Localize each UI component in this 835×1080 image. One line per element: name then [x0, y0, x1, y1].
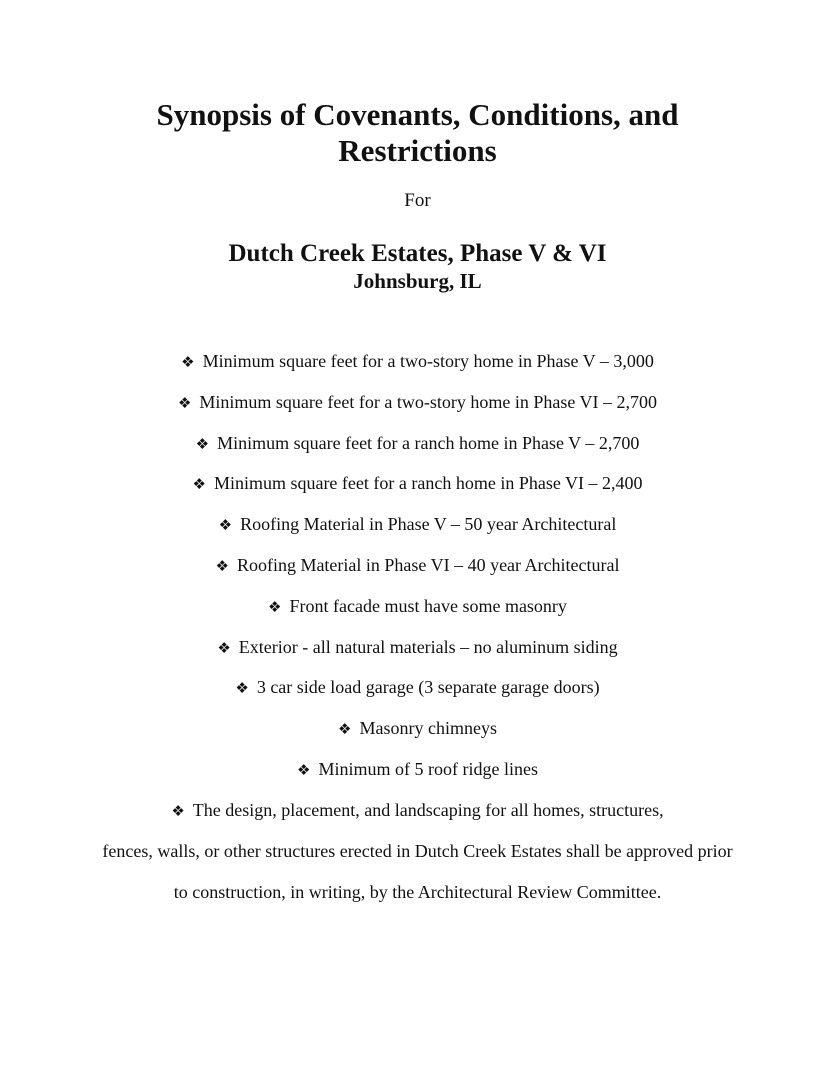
list-item: [0, 675, 835, 716]
list-item-text: Minimum square feet for a ranch home in Phase V – 2,700: [217, 432, 640, 453]
title-line-1: Synopsis of Covenants, Conditions, and: [156, 97, 679, 132]
diamond-bullet-icon: ❖: [192, 475, 206, 494]
title-line-2: Restrictions: [338, 133, 497, 168]
list-item-text: Minimum square feet for a two-story home in Phase VI – 2,700: [199, 391, 658, 412]
diamond-bullet-icon: ❖: [217, 638, 231, 657]
city-name: Johnsburg, IL: [353, 269, 482, 293]
diamond-bullet-icon: ❖: [195, 434, 210, 453]
closing-line-1: [0, 798, 835, 839]
list-item-text: Minimum square feet for a two-story home in Phase V – 3,000: [202, 351, 654, 371]
for-label: For: [404, 190, 431, 211]
list-item: [0, 431, 835, 472]
list-item-text: 3 car side load garage (3 separate garage doors): [256, 677, 600, 698]
diamond-bullet-icon: ❖: [235, 679, 249, 698]
covenant-list: [0, 349, 835, 798]
list-item: [0, 635, 835, 676]
list-item: [0, 594, 835, 635]
list-item: [0, 512, 835, 553]
diamond-bullet-icon: ❖: [338, 720, 352, 739]
closing-text-1: The design, placement, and landscaping for all homes, structures,: [192, 800, 664, 820]
closing-line-2: fences, walls, or other structures erected in Dutch Creek Estates shall be approved prior: [102, 840, 733, 861]
list-item-text: Masonry chimneys: [359, 718, 497, 739]
document-title: [0, 97, 835, 169]
estate-name: Dutch Creek Estates, Phase V & VI: [228, 240, 607, 267]
list-item: [0, 757, 835, 798]
diamond-bullet-icon: ❖: [171, 802, 185, 820]
list-item-text: Exterior - all natural materials – no aluminum siding: [238, 636, 618, 657]
closing-line-3: to construction, in writing, by the Architectural Review Committee.: [173, 881, 662, 902]
diamond-bullet-icon: ❖: [177, 393, 192, 412]
closing-paragraph: [0, 798, 835, 920]
list-item-text: Roofing Material in Phase V – 50 year Architectural: [240, 514, 617, 535]
diamond-bullet-icon: ❖: [181, 353, 195, 371]
diamond-bullet-icon: ❖: [215, 556, 229, 575]
diamond-bullet-icon: ❖: [297, 760, 311, 779]
list-item-text: Minimum square feet for a ranch home in Phase VI – 2,400: [213, 473, 643, 494]
list-item-text: Roofing Material in Phase VI – 40 year Architectural: [236, 554, 620, 575]
list-item: [0, 553, 835, 594]
list-item-text: Front facade must have some masonry: [289, 595, 567, 616]
list-item-text: Minimum of 5 roof ridge lines: [318, 758, 538, 779]
list-item: [0, 471, 835, 512]
diamond-bullet-icon: ❖: [268, 597, 282, 616]
diamond-bullet-icon: ❖: [218, 516, 233, 535]
list-item: [0, 390, 835, 431]
list-item: [0, 716, 835, 757]
list-item: [0, 349, 835, 390]
